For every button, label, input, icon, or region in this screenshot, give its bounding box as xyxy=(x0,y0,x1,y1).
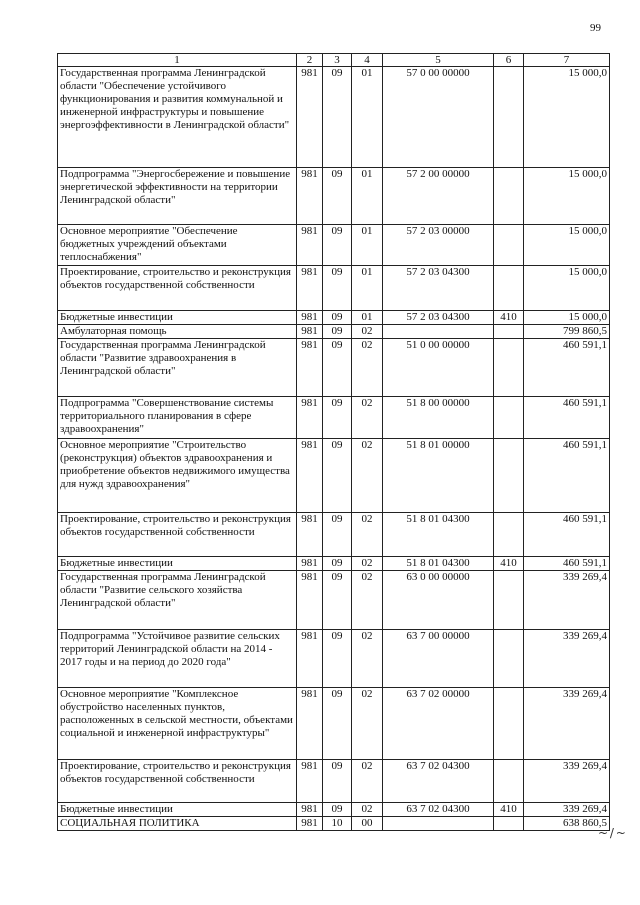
row-section: 09 xyxy=(323,339,352,397)
row-target-article: 57 2 00 00000 xyxy=(383,168,494,225)
row-amount: 339 269,4 xyxy=(524,571,610,630)
row-subsection: 02 xyxy=(352,339,383,397)
row-name: Государственная программа Ленинградской области "Развитие здравоохранения в Ленинградской области" xyxy=(58,339,297,397)
row-expense-type xyxy=(494,266,524,311)
row-grbs: 981 xyxy=(297,817,323,831)
row-target-article xyxy=(383,325,494,339)
row-subsection: 02 xyxy=(352,439,383,513)
row-grbs: 981 xyxy=(297,630,323,688)
table-row xyxy=(58,513,610,557)
row-name: Проектирование, строительство и реконструкция объектов государственной собственности xyxy=(58,513,297,557)
row-subsection: 02 xyxy=(352,803,383,817)
row-amount: 460 591,1 xyxy=(524,397,610,439)
table-row xyxy=(58,397,610,439)
row-amount: 339 269,4 xyxy=(524,688,610,760)
header-col-4: 4 xyxy=(352,54,383,67)
header-col-2: 2 xyxy=(297,54,323,67)
row-amount: 460 591,1 xyxy=(524,339,610,397)
row-expense-type: 410 xyxy=(494,311,524,325)
row-name: Основное мероприятие "Строительство (реконструкция) объектов здравоохранения и приобретение объектов недвижимого имущества для нужд здравоохранения" xyxy=(58,439,297,513)
row-target-article: 51 8 01 00000 xyxy=(383,439,494,513)
row-subsection: 01 xyxy=(352,225,383,266)
row-grbs: 981 xyxy=(297,225,323,266)
row-subsection: 01 xyxy=(352,266,383,311)
row-section: 09 xyxy=(323,439,352,513)
row-name: Подпрограмма "Совершенствование системы территориального планирования в сфере здравоохранения" xyxy=(58,397,297,439)
row-grbs: 981 xyxy=(297,339,323,397)
row-grbs: 981 xyxy=(297,266,323,311)
row-amount: 638 860,5 xyxy=(524,817,610,831)
row-name: Основное мероприятие "Комплексное обустройство населенных пунктов, расположенных в сельской местности, объектами социальной и инженерной инфраструктуры" xyxy=(58,688,297,760)
row-amount: 15 000,0 xyxy=(524,311,610,325)
row-section: 09 xyxy=(323,266,352,311)
row-subsection: 02 xyxy=(352,557,383,571)
row-expense-type xyxy=(494,630,524,688)
row-expense-type xyxy=(494,225,524,266)
row-amount: 460 591,1 xyxy=(524,513,610,557)
row-section: 09 xyxy=(323,571,352,630)
row-expense-type xyxy=(494,760,524,803)
row-section: 09 xyxy=(323,630,352,688)
row-amount: 339 269,4 xyxy=(524,630,610,688)
row-subsection: 00 xyxy=(352,817,383,831)
row-expense-type xyxy=(494,168,524,225)
row-target-article: 51 8 01 04300 xyxy=(383,557,494,571)
row-section: 09 xyxy=(323,168,352,225)
row-target-article: 57 2 03 04300 xyxy=(383,266,494,311)
row-expense-type xyxy=(494,817,524,831)
row-subsection: 01 xyxy=(352,168,383,225)
row-name: Бюджетные инвестиции xyxy=(58,311,297,325)
row-section: 09 xyxy=(323,325,352,339)
row-name: Подпрограмма "Энергосбережение и повышение энергетической эффективности на территории Ленинградской области" xyxy=(58,168,297,225)
row-name: Основное мероприятие "Обеспечение бюджетных учреждений объектами теплоснабжения" xyxy=(58,225,297,266)
row-target-article: 57 0 00 00000 xyxy=(383,67,494,168)
row-target-article: 63 7 02 04300 xyxy=(383,760,494,803)
row-target-article xyxy=(383,817,494,831)
header-col-5: 5 xyxy=(383,54,494,67)
row-name: Амбулаторная помощь xyxy=(58,325,297,339)
table-row xyxy=(58,325,610,339)
row-target-article: 63 7 00 00000 xyxy=(383,630,494,688)
row-name: Бюджетные инвестиции xyxy=(58,557,297,571)
table-header xyxy=(58,54,610,67)
row-subsection: 01 xyxy=(352,67,383,168)
table-row xyxy=(58,439,610,513)
table-row xyxy=(58,688,610,760)
row-amount: 460 591,1 xyxy=(524,439,610,513)
table-body xyxy=(58,67,610,831)
row-subsection: 01 xyxy=(352,311,383,325)
row-grbs: 981 xyxy=(297,397,323,439)
header-col-1: 1 xyxy=(58,54,297,67)
row-name: Проектирование, строительство и реконструкция объектов государственной собственности xyxy=(58,760,297,803)
row-grbs: 981 xyxy=(297,803,323,817)
row-subsection: 02 xyxy=(352,397,383,439)
budget-table xyxy=(57,53,610,831)
row-expense-type xyxy=(494,688,524,760)
table-row xyxy=(58,266,610,311)
row-subsection: 02 xyxy=(352,325,383,339)
row-section: 09 xyxy=(323,67,352,168)
row-expense-type: 410 xyxy=(494,803,524,817)
row-amount: 15 000,0 xyxy=(524,67,610,168)
row-expense-type xyxy=(494,397,524,439)
row-target-article: 51 0 00 00000 xyxy=(383,339,494,397)
row-target-article: 63 0 00 00000 xyxy=(383,571,494,630)
row-target-article: 63 7 02 00000 xyxy=(383,688,494,760)
row-expense-type xyxy=(494,339,524,397)
row-grbs: 981 xyxy=(297,325,323,339)
row-target-article: 51 8 01 04300 xyxy=(383,513,494,557)
row-expense-type xyxy=(494,325,524,339)
row-grbs: 981 xyxy=(297,168,323,225)
row-grbs: 981 xyxy=(297,311,323,325)
row-grbs: 981 xyxy=(297,688,323,760)
header-col-3: 3 xyxy=(323,54,352,67)
page-number: 99 xyxy=(590,22,601,34)
row-section: 09 xyxy=(323,688,352,760)
row-name: СОЦИАЛЬНАЯ ПОЛИТИКА xyxy=(58,817,297,831)
row-section: 09 xyxy=(323,760,352,803)
row-section: 09 xyxy=(323,513,352,557)
header-col-7: 7 xyxy=(524,54,610,67)
handwritten-mark: ~ / ~ xyxy=(598,826,625,840)
row-grbs: 981 xyxy=(297,557,323,571)
table-row xyxy=(58,803,610,817)
row-subsection: 02 xyxy=(352,688,383,760)
row-expense-type: 410 xyxy=(494,557,524,571)
row-grbs: 981 xyxy=(297,439,323,513)
row-amount: 460 591,1 xyxy=(524,557,610,571)
table-row xyxy=(58,630,610,688)
table-row xyxy=(58,311,610,325)
table-row xyxy=(58,225,610,266)
row-amount: 15 000,0 xyxy=(524,168,610,225)
table-row xyxy=(58,571,610,630)
table-row xyxy=(58,557,610,571)
row-target-article: 57 2 03 04300 xyxy=(383,311,494,325)
header-col-6: 6 xyxy=(494,54,524,67)
row-grbs: 981 xyxy=(297,760,323,803)
row-subsection: 02 xyxy=(352,513,383,557)
row-name: Бюджетные инвестиции xyxy=(58,803,297,817)
row-target-article: 63 7 02 04300 xyxy=(383,803,494,817)
table-row xyxy=(58,339,610,397)
row-amount: 339 269,4 xyxy=(524,803,610,817)
row-name: Государственная программа Ленинградской области "Развитие сельского хозяйства Ленинградской области" xyxy=(58,571,297,630)
row-grbs: 981 xyxy=(297,67,323,168)
row-subsection: 02 xyxy=(352,760,383,803)
row-section: 09 xyxy=(323,557,352,571)
table-row xyxy=(58,760,610,803)
row-expense-type xyxy=(494,513,524,557)
table-row xyxy=(58,67,610,168)
row-amount: 339 269,4 xyxy=(524,760,610,803)
row-expense-type xyxy=(494,439,524,513)
row-target-article: 57 2 03 00000 xyxy=(383,225,494,266)
header-row xyxy=(58,54,610,67)
row-amount: 15 000,0 xyxy=(524,266,610,311)
row-amount: 799 860,5 xyxy=(524,325,610,339)
row-subsection: 02 xyxy=(352,630,383,688)
row-name: Государственная программа Ленинградской области "Обеспечение устойчивого функционирования и развития коммунальной и инженерной инфраструктуры и повышение энергоэффективности в Ленинградской области" xyxy=(58,67,297,168)
row-section: 10 xyxy=(323,817,352,831)
row-section: 09 xyxy=(323,311,352,325)
row-section: 09 xyxy=(323,225,352,266)
row-target-article: 51 8 00 00000 xyxy=(383,397,494,439)
table-row xyxy=(58,168,610,225)
row-expense-type xyxy=(494,67,524,168)
row-grbs: 981 xyxy=(297,571,323,630)
row-expense-type xyxy=(494,571,524,630)
row-amount: 15 000,0 xyxy=(524,225,610,266)
row-subsection: 02 xyxy=(352,571,383,630)
row-section: 09 xyxy=(323,803,352,817)
table-row xyxy=(58,817,610,831)
row-name: Проектирование, строительство и реконструкция объектов государственной собственности xyxy=(58,266,297,311)
row-name: Подпрограмма "Устойчивое развитие сельских территорий Ленинградской области на 2014 - 2017 годы и на период до 2020 года" xyxy=(58,630,297,688)
row-section: 09 xyxy=(323,397,352,439)
row-grbs: 981 xyxy=(297,513,323,557)
